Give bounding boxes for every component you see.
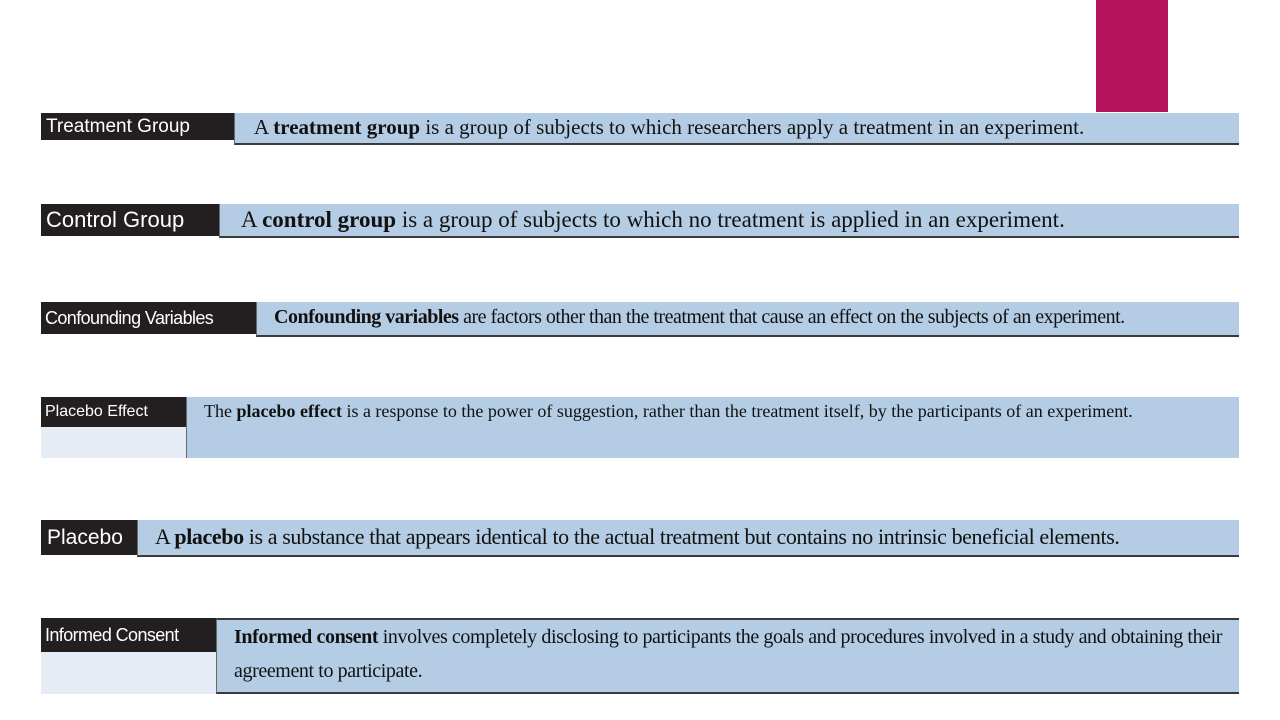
definition-text: Informed consent involves completely disclosing to participants the goals and procedures involved in a study and obtaining their agreement to participate. [216,618,1239,694]
term-label-fill [41,652,216,694]
definition-text: A control group is a group of subjects to which no treatment is applied in an experiment. [219,204,1239,238]
definition-text: The placebo effect is a response to the power of suggestion, rather than the treatment itself, by the participants of an experiment. [186,397,1239,458]
definition-text: A treatment group is a group of subjects to which researchers apply a treatment in an experiment. [234,113,1239,145]
bold-term: control group [262,207,397,232]
accent-bar [1096,0,1168,112]
term-label: Treatment Group [41,113,234,140]
definition-placebo [41,520,1239,557]
term-label-text: Informed Consent [41,618,216,652]
term-label [41,618,216,694]
bold-term: placebo effect [236,401,342,421]
definition-placebo-effect [41,397,1239,458]
bold-term: Informed consent [234,626,379,648]
definition-text: Confounding variables are factors other than the treatment that cause an effect on the subjects of an experiment. [256,302,1239,337]
term-label-fill [41,427,186,458]
term-label: Confounding Variables [41,302,256,334]
bold-term: placebo [174,524,244,549]
bold-term: Confounding variables [274,306,459,328]
term-label [41,397,186,458]
bold-term: treatment group [273,115,421,139]
term-label-text: Placebo Effect [41,397,186,427]
definition-informed-consent [41,618,1239,694]
definition-treatment-group [41,113,1239,145]
definition-confounding-variables [41,302,1239,337]
definition-control-group [41,204,1239,238]
term-label: Placebo [41,520,137,555]
definition-text: A placebo is a substance that appears identical to the actual treatment but contains no intrinsic beneficial elements. [137,520,1239,557]
term-label: Control Group [41,204,219,236]
